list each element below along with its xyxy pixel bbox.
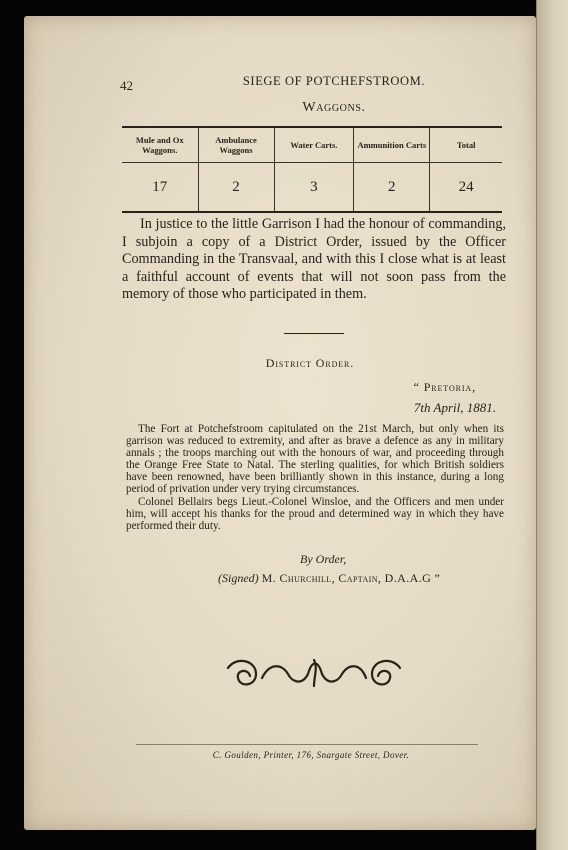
order-body — [126, 423, 504, 532]
printer-imprint: C. Goulden, Printer, 176, Snargate Street, Dover. — [212, 750, 410, 760]
by-order: By Order, — [300, 552, 347, 566]
table-header-row — [122, 127, 502, 163]
table-cell: 3 — [274, 163, 354, 213]
page-number: 42 — [120, 78, 133, 93]
order-paragraph: The Fort at Potchefstroom capitulated on the 21st March, but only when its garrison was reduced to extremity, and after as brave a defence as any in military annals ; the troops marching out with the honours of war, and proceeding through the Orange Free State to Natal. The sterling qualities, for which British soldiers have been renowned, have been brilliantly shown in this instance, during a long period of privation under very trying circumstances. — [126, 423, 504, 496]
waggons-table — [122, 126, 502, 213]
signatory: M. Churchill, Captain, D.A.A.G ” — [261, 571, 441, 585]
column-header: Mule and Ox Waggons. — [122, 127, 198, 163]
column-header: Total — [430, 127, 502, 163]
section-divider — [284, 333, 344, 334]
order-title: District Order. — [265, 356, 355, 370]
column-header: Ammunition Carts — [354, 127, 430, 163]
footer-rule — [136, 744, 478, 745]
signed-label: (Signed) — [218, 571, 259, 585]
table-cell: 2 — [354, 163, 430, 213]
column-header: Ambulance Waggons — [198, 127, 274, 163]
order-place: “ Pretoria, — [413, 380, 476, 394]
table-cell: 2 — [198, 163, 274, 213]
closing-paragraph: In justice to the little Garrison I had the honour of commanding, I subjoin a copy of a District Order, issued by the Officer Commanding in the Transvaal, and with this I close what is at least a faithful account of events that will not soon pass from the memory of those who participated in them. — [122, 216, 506, 303]
table-row — [122, 163, 502, 213]
column-header: Water Carts. — [274, 127, 354, 163]
next-page-edge — [536, 0, 568, 850]
ornament-icon — [222, 652, 406, 696]
table-cell: 17 — [122, 163, 198, 213]
order-paragraph: Colonel Bellairs begs Lieut.-Colonel Winsloe, and the Officers and men under him, will accept his thanks for the proud and determined way in which they have performed their duty. — [126, 495, 504, 532]
order-date: 7th April, 1881. — [413, 400, 496, 415]
table-cell: 24 — [458, 178, 474, 195]
table-title: Waggons. — [302, 100, 366, 115]
running-head: SIEGE OF POTCHEFSTROOM. — [242, 74, 426, 88]
signature-line — [218, 571, 508, 586]
